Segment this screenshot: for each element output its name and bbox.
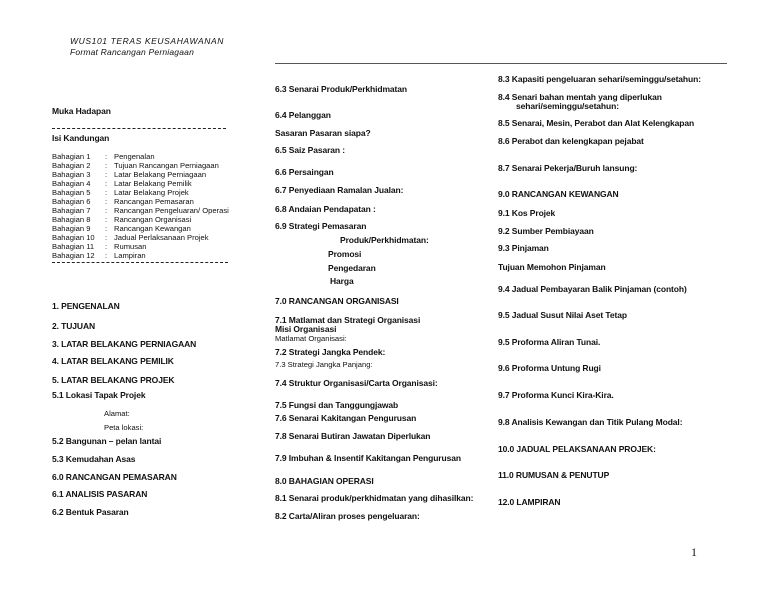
isi-kandungan-heading: Isi Kandungan xyxy=(52,133,110,143)
toc-label: Bahagian 6 xyxy=(52,197,91,206)
toc-row: Bahagian 3 : Latar Belakang Perniagaan xyxy=(52,170,207,179)
section-6-6: 6.6 Persaingan xyxy=(275,167,334,177)
toc-label: Bahagian 12 xyxy=(52,251,95,260)
section-6-7: 6.7 Penyediaan Ramalan Jualan: xyxy=(275,185,404,195)
section-7-2: 7.2 Strategi Jangka Pendek: xyxy=(275,347,386,357)
toc-label: Bahagian 11 xyxy=(52,242,95,251)
toc-label: Bahagian 2 xyxy=(52,161,91,170)
section-9-5-susut-nilai: 9.5 Jadual Susut Nilai Aset Tetap xyxy=(498,310,627,320)
section-6-8: 6.8 Andaian Pendapatan : xyxy=(275,204,376,214)
toc-title: Tujuan Rancangan Perniagaan xyxy=(114,161,219,170)
table-of-contents xyxy=(52,152,229,260)
section-7-4: 7.4 Struktur Organisasi/Carta Organisasi: xyxy=(275,378,438,388)
section-1: 1. PENGENALAN xyxy=(52,301,120,311)
toc-title: Rancangan Organisasi xyxy=(114,215,192,224)
toc-label: Bahagian 5 xyxy=(52,188,91,197)
section-9-5-aliran-tunai: 9.5 Proforma Aliran Tunai. xyxy=(498,337,601,347)
strategi-promosi: Promosi xyxy=(328,249,362,259)
section-7-9: 7.9 Imbuhan & Insentif Kakitangan Pengurusan xyxy=(275,453,461,463)
section-8-6: 8.6 Perabot dan kelengkapan pejabat xyxy=(498,136,644,146)
section-8-1: 8.1 Senarai produk/perkhidmatan yang dihasilkan: xyxy=(275,493,474,503)
section-7-6: 7.6 Senarai Kakitangan Pengurusan xyxy=(275,413,417,423)
section-6-3: 6.3 Senarai Produk/Perkhidmatan xyxy=(275,84,408,94)
alamat-label: Alamat: xyxy=(104,409,130,418)
section-6-9: 6.9 Strategi Pemasaran xyxy=(275,221,367,231)
section-8-4: 8.4 Senari bahan mentah yang diperlukan xyxy=(498,92,662,102)
toc-divider-top xyxy=(52,128,226,129)
toc-label: Bahagian 3 xyxy=(52,170,91,179)
toc-title: Rancangan Pengeluaran/ Operasi xyxy=(114,206,229,215)
toc-title: Latar Belakang Pemilik xyxy=(114,179,192,188)
section-11-0: 11.0 RUMUSAN & PENUTUP xyxy=(498,470,610,480)
section-5-3: 5.3 Kemudahan Asas xyxy=(52,454,136,464)
section-8-4-cont: sehari/seminggu/setahun: xyxy=(516,101,619,111)
toc-row: Bahagian 7 : Rancangan Pengeluaran/ Operasi xyxy=(52,206,229,215)
toc-row: Bahagian 4 : Latar Belakang Pemilik xyxy=(52,179,192,188)
toc-title: Latar Belakang Perniagaan xyxy=(114,170,207,179)
section-7-5: 7.5 Fungsi dan Tanggungjawab xyxy=(275,400,399,410)
muka-hadapan-heading: Muka Hadapan xyxy=(52,106,111,116)
section-12-0: 12.0 LAMPIRAN xyxy=(498,497,561,507)
section-5-2: 5.2 Bangunan – pelan lantai xyxy=(52,436,162,446)
section-8-2: 8.2 Carta/Aliran proses pengeluaran: xyxy=(275,511,420,521)
toc-row: Bahagian 12 : Lampiran xyxy=(52,251,146,260)
toc-title: Rancangan Pemasaran xyxy=(114,197,194,206)
section-9-2: 9.2 Sumber Pembiayaan xyxy=(498,226,594,236)
section-8-5: 8.5 Senarai, Mesin, Perabot dan Alat Kelengkapan xyxy=(498,118,695,128)
section-6-5: 6.5 Saiz Pasaran : xyxy=(275,145,346,155)
header-subtitle: Format Rancangan Perniagaan xyxy=(70,47,195,57)
toc-row: Bahagian 11 : Rumusan xyxy=(52,242,147,251)
section-9-1: 9.1 Kos Projek xyxy=(498,208,556,218)
misi-organisasi: Misi Organisasi xyxy=(275,324,337,334)
section-10-0: 10.0 JADUAL PELAKSANAAN PROJEK: xyxy=(498,444,656,454)
toc-row: Bahagian 5 : Latar Belakang Projek xyxy=(52,188,189,197)
section-8-0: 8.0 BAHAGIAN OPERASI xyxy=(275,476,374,486)
section-5: 5. LATAR BELAKANG PROJEK xyxy=(52,375,175,385)
toc-label: Bahagian 10 xyxy=(52,233,95,242)
header-course-title: WUS101 TERAS KEUSAHAWANAN xyxy=(70,36,225,46)
section-7-3: 7.3 Strategi Jangka Panjang: xyxy=(275,360,373,369)
toc-divider-bottom xyxy=(52,262,228,263)
toc-label: Bahagian 8 xyxy=(52,215,91,224)
section-6-1: 6.1 ANALISIS PASARAN xyxy=(52,489,148,499)
section-8-7: 8.7 Senarai Pekerja/Buruh lansung: xyxy=(498,163,638,173)
section-9-6: 9.6 Proforma Untung Rugi xyxy=(498,363,601,373)
section-9-3: 9.3 Pinjaman xyxy=(498,243,549,253)
toc-row: Bahagian 10 : Jadual Perlaksanaan Projek xyxy=(52,233,209,242)
section-9-7: 9.7 Proforma Kunci Kira-Kira. xyxy=(498,390,614,400)
toc-title: Rancangan Kewangan xyxy=(114,224,191,233)
sasaran-pasaran: Sasaran Pasaran siapa? xyxy=(275,128,371,138)
toc-label: Bahagian 9 xyxy=(52,224,91,233)
matlamat-organisasi: Matlamat Organisasi: xyxy=(275,334,347,343)
page-number: 1 xyxy=(691,545,697,559)
section-2: 2. TUJUAN xyxy=(52,321,96,331)
toc-label: Bahagian 7 xyxy=(52,206,91,215)
section-6-2: 6.2 Bentuk Pasaran xyxy=(52,507,129,517)
section-5-1: 5.1 Lokasi Tapak Projek xyxy=(52,390,146,400)
toc-label: Bahagian 1 xyxy=(52,152,91,161)
toc-row: Bahagian 8 : Rancangan Organisasi xyxy=(52,215,192,224)
section-9-0: 9.0 RANCANGAN KEWANGAN xyxy=(498,189,619,199)
toc-row: Bahagian 6 : Rancangan Pemasaran xyxy=(52,197,194,206)
strategi-harga: Harga xyxy=(330,276,354,286)
toc-title: Jadual Perlaksanaan Projek xyxy=(114,233,209,242)
section-3: 3. LATAR BELAKANG PERNIAGAAN xyxy=(52,339,197,349)
strategi-produk: Produk/Perkhidmatan: xyxy=(340,235,429,245)
header-rule xyxy=(275,63,727,64)
toc-title: Lampiran xyxy=(114,251,146,260)
toc-title: Rumusan xyxy=(114,242,147,251)
section-6-4: 6.4 Pelanggan xyxy=(275,110,331,120)
section-9-4: 9.4 Jadual Pembayaran Balik Pinjaman (contoh) xyxy=(498,284,687,294)
peta-lokasi-label: Peta lokasi: xyxy=(104,423,144,432)
toc-row: Bahagian 9 : Rancangan Kewangan xyxy=(52,224,191,233)
toc-label: Bahagian 4 xyxy=(52,179,91,188)
tujuan-pinjaman: Tujuan Memohon Pinjaman xyxy=(498,262,606,272)
toc-title: Latar Belakang Projek xyxy=(114,188,189,197)
section-7-8: 7.8 Senarai Butiran Jawatan Diperlukan xyxy=(275,431,431,441)
toc-title: Pengenalan xyxy=(114,152,155,161)
toc-row: Bahagian 2 : Tujuan Rancangan Perniagaan xyxy=(52,161,219,170)
section-9-8: 9.8 Analisis Kewangan dan Titik Pulang Modal: xyxy=(498,417,683,427)
section-6-0: 6.0 RANCANGAN PEMASARAN xyxy=(52,472,177,482)
section-4: 4. LATAR BELAKANG PEMILIK xyxy=(52,356,174,366)
section-7-1: 7.1 Matlamat dan Strategi Organisasi xyxy=(275,315,421,325)
toc-row: Bahagian 1 : Pengenalan xyxy=(52,152,155,161)
section-7-0: 7.0 RANCANGAN ORGANISASI xyxy=(275,296,399,306)
section-8-3: 8.3 Kapasiti pengeluaran sehari/seminggu/setahun: xyxy=(498,74,701,84)
strategi-pengedaran: Pengedaran xyxy=(328,263,376,273)
